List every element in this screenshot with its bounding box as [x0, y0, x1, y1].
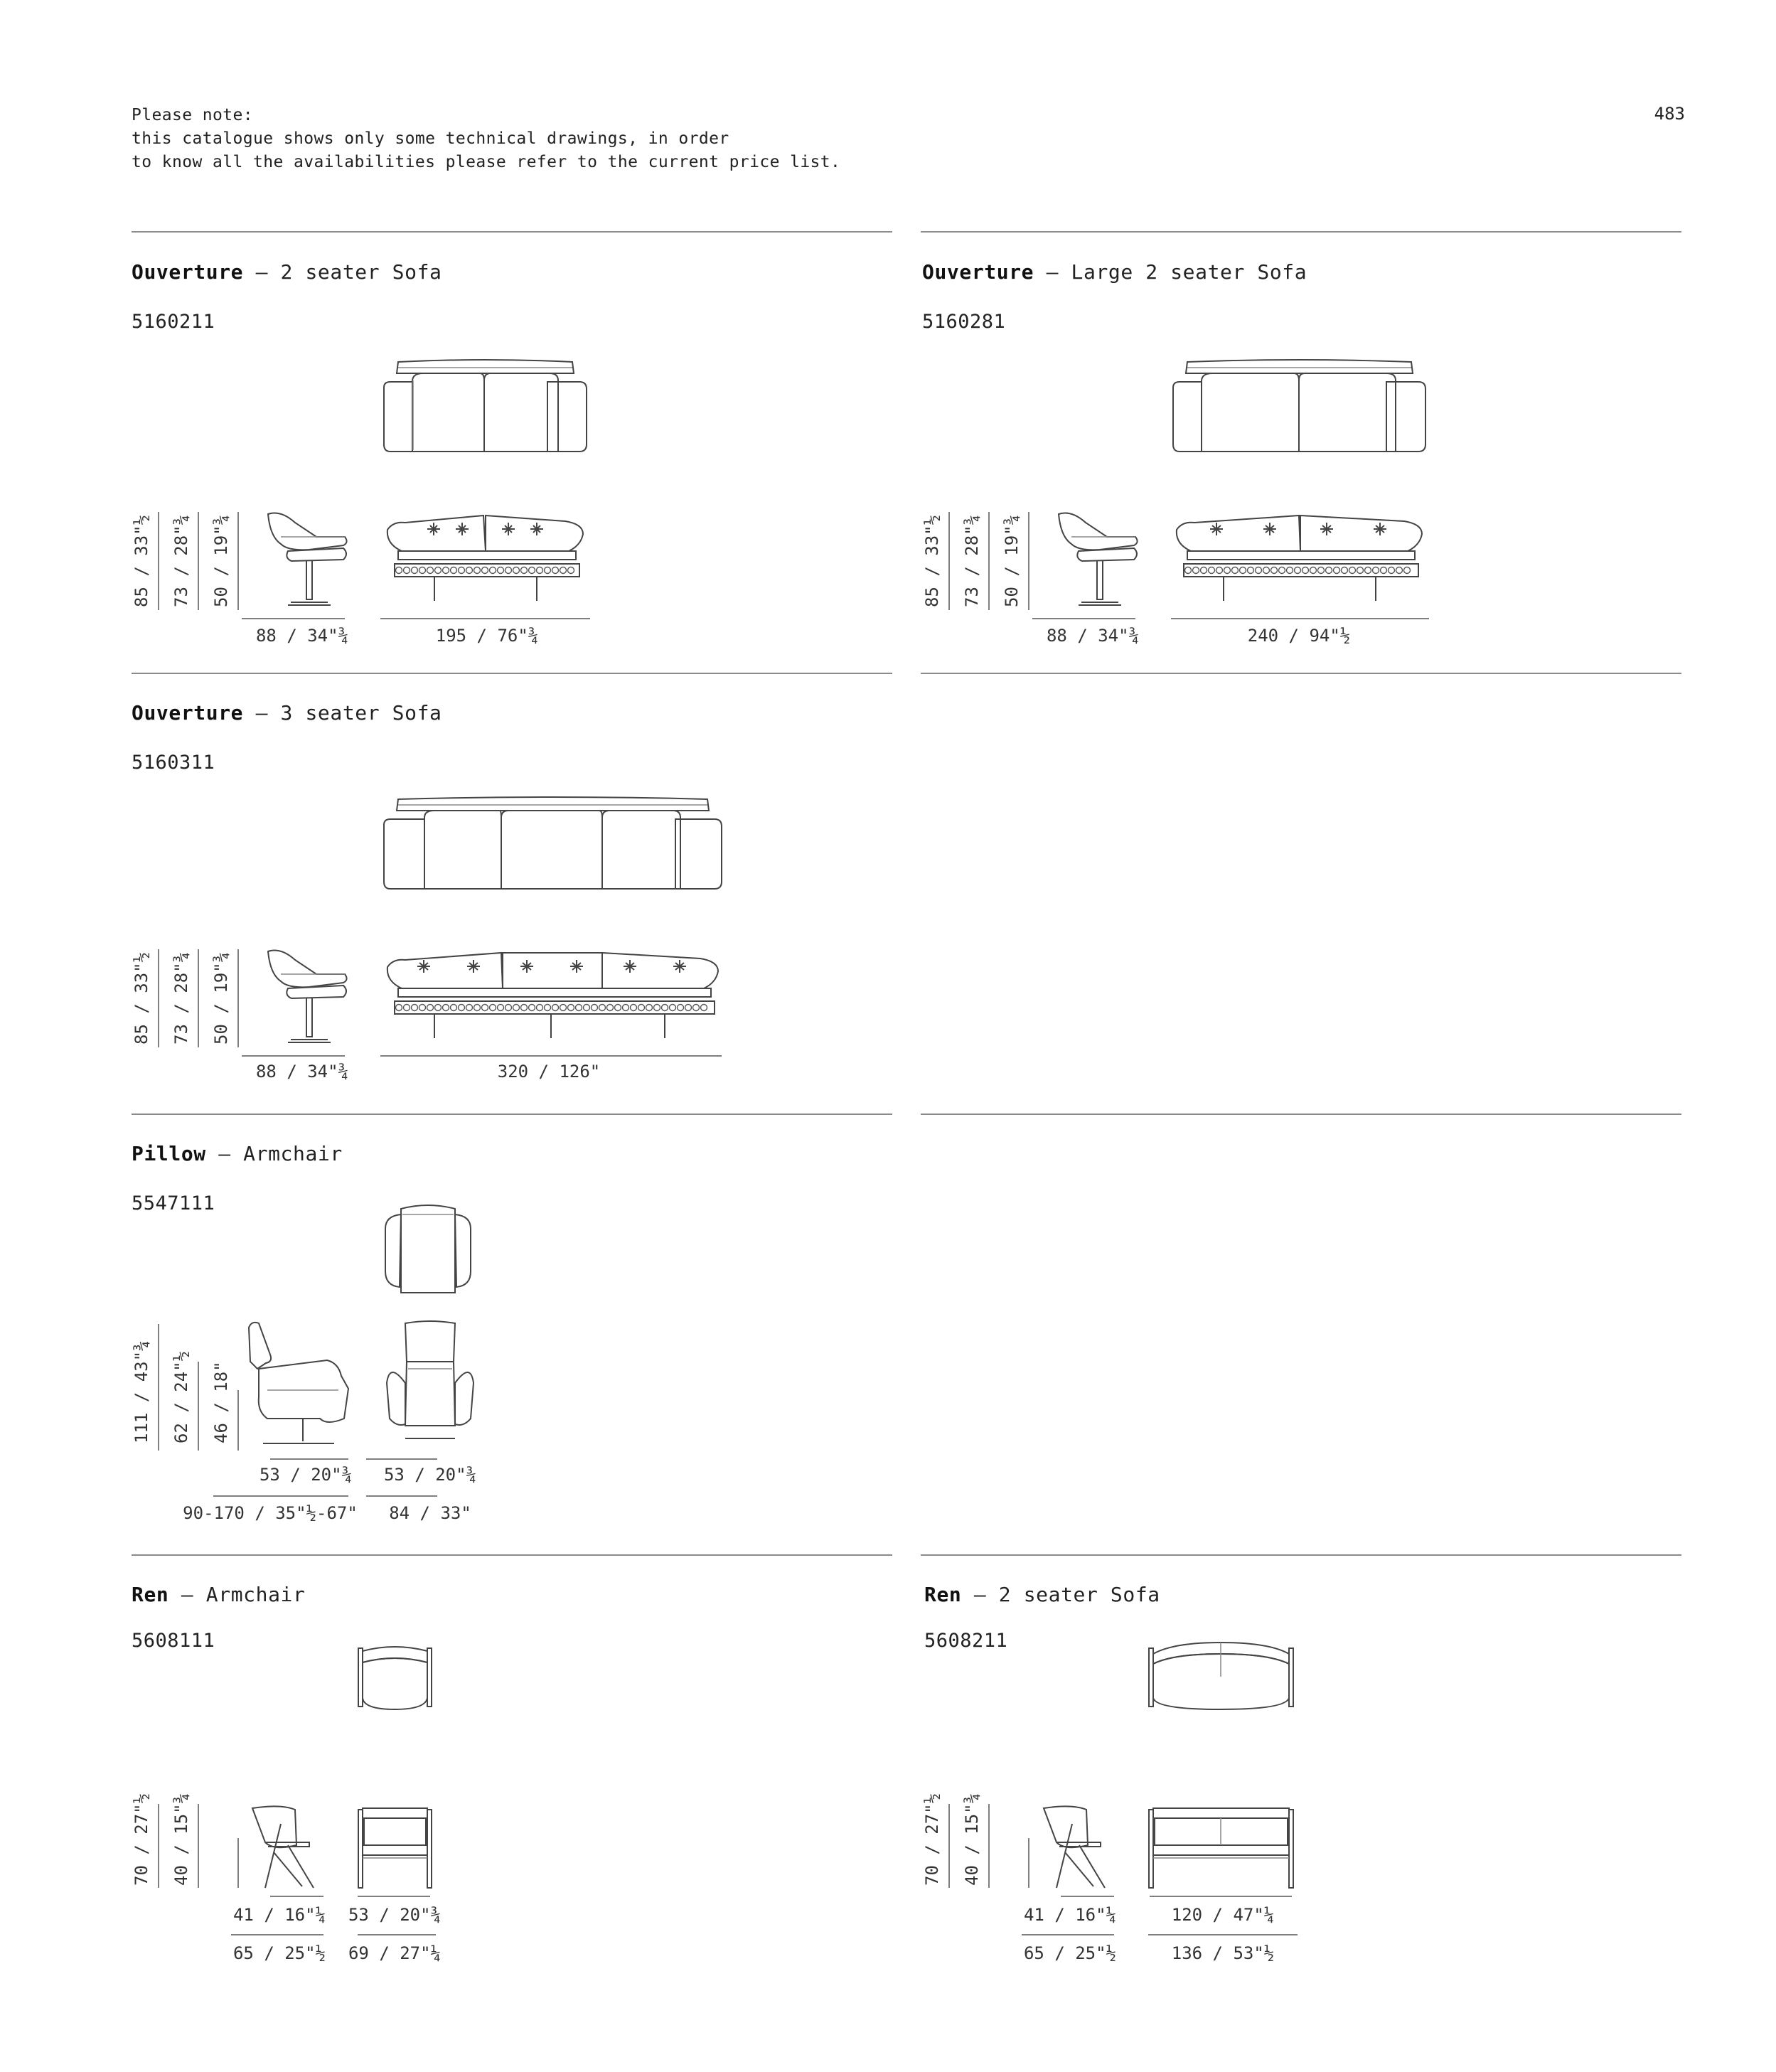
- product-title: [132, 1142, 343, 1165]
- product-code: 5160211: [132, 311, 215, 333]
- product-code: 5547111: [132, 1192, 215, 1214]
- product-name: Ouverture: [132, 260, 244, 284]
- width-dimension: 320 / 126": [497, 1062, 601, 1082]
- height-dimension: 50 / 19"¾: [1002, 514, 1022, 607]
- width-dimension: 120 / 47"¼: [1171, 1905, 1275, 1925]
- title-separator: —: [255, 701, 269, 725]
- width-dimension: 90-170 / 35"½-67": [183, 1503, 358, 1523]
- catalogue-note: [132, 104, 840, 174]
- title-separator: —: [1046, 260, 1059, 284]
- width-dimension: 65 / 25"½: [232, 1943, 326, 1963]
- product-code: 5160281: [922, 311, 1006, 333]
- width-dimension: 65 / 25"½: [1023, 1943, 1117, 1963]
- title-separator: —: [973, 1583, 987, 1606]
- product-name: Pillow: [132, 1142, 206, 1165]
- width-dimension: 136 / 53"½: [1171, 1943, 1275, 1963]
- product-description: Armchair: [205, 1583, 306, 1606]
- product-code: 5608211: [924, 1630, 1008, 1652]
- armchair-top-view-drawing: [377, 1200, 480, 1300]
- width-dimension: 41 / 16"¼: [1023, 1905, 1117, 1925]
- height-dimension: 50 / 19"¾: [211, 514, 231, 607]
- sofa-top-view-drawing: [1170, 359, 1429, 459]
- width-dimension: 88 / 34"¾: [1046, 626, 1140, 646]
- width-dimension: 53 / 20"¾: [348, 1905, 442, 1925]
- product-name: Ren: [132, 1583, 169, 1606]
- width-dimension: 53 / 20"¾: [383, 1465, 477, 1485]
- product-title: [922, 260, 1307, 284]
- title-separator: —: [181, 1583, 194, 1606]
- width-dimension: 69 / 27"¼: [348, 1943, 442, 1963]
- height-dimension: 73 / 28"¾: [962, 514, 982, 607]
- product-name: Ouverture: [132, 701, 244, 725]
- height-dimension: 73 / 28"¾: [171, 951, 191, 1045]
- width-dimension: 41 / 16"¼: [232, 1905, 326, 1925]
- title-separator: —: [255, 260, 269, 284]
- product-description: 2 seater Sofa: [998, 1583, 1160, 1606]
- product-title: [132, 1583, 305, 1606]
- height-dimension: 70 / 27"½: [922, 1793, 942, 1886]
- sofa-top-view-drawing: [380, 796, 725, 896]
- sofa-top-view-drawing: [380, 359, 590, 459]
- note-line: to know all the availabilities please refer to the current price list.: [132, 153, 841, 171]
- height-dimension: 85 / 33"½: [132, 514, 151, 607]
- height-dimension: 62 / 24"½: [171, 1350, 191, 1443]
- product-name: Ren: [924, 1583, 962, 1606]
- sofa-top-view-drawing: [1145, 1641, 1298, 1712]
- product-code: 5160311: [132, 752, 215, 774]
- section-divider: [132, 1554, 892, 1556]
- height-dimension: 85 / 33"½: [132, 951, 151, 1045]
- height-dimension: 46 / 18": [211, 1361, 231, 1443]
- product-description: Armchair: [243, 1142, 343, 1165]
- section-divider: [132, 673, 892, 674]
- width-dimension: 195 / 76"¾: [435, 626, 539, 646]
- height-dimension: 85 / 33"½: [922, 514, 942, 607]
- armchair-top-view-drawing: [354, 1641, 436, 1712]
- height-dimension: 111 / 43"¾: [132, 1340, 151, 1443]
- dimension-lines: [153, 948, 725, 1062]
- product-description: 2 seater Sofa: [280, 260, 442, 284]
- section-divider: [921, 1114, 1681, 1115]
- product-title: [924, 1583, 1160, 1606]
- product-description: Large 2 seater Sofa: [1071, 260, 1307, 284]
- height-dimension: 40 / 15"¾: [171, 1793, 191, 1886]
- height-dimension: 73 / 28"¾: [171, 514, 191, 607]
- width-dimension: 240 / 94"½: [1247, 626, 1351, 646]
- height-dimension: 40 / 15"¾: [962, 1793, 982, 1886]
- product-code: 5608111: [132, 1630, 215, 1652]
- product-title: [132, 701, 442, 725]
- product-title: [132, 260, 442, 284]
- title-separator: —: [218, 1142, 231, 1165]
- height-dimension: 50 / 19"¾: [211, 951, 231, 1045]
- section-divider: [132, 1114, 892, 1115]
- section-divider: [132, 231, 892, 233]
- section-divider: [921, 673, 1681, 674]
- page-number: 483: [1654, 104, 1685, 124]
- height-dimension: 70 / 27"½: [132, 1793, 151, 1886]
- product-description: 3 seater Sofa: [280, 701, 442, 725]
- note-line: this catalogue shows only some technical drawings, in order: [132, 129, 729, 148]
- width-dimension: 84 / 33": [389, 1503, 471, 1523]
- product-name: Ouverture: [922, 260, 1034, 284]
- section-divider: [921, 231, 1681, 233]
- note-line: Please note:: [132, 106, 253, 124]
- width-dimension: 88 / 34"¾: [255, 626, 349, 646]
- width-dimension: 88 / 34"¾: [255, 1062, 349, 1082]
- width-dimension: 53 / 20"¾: [259, 1465, 353, 1485]
- section-divider: [921, 1554, 1681, 1556]
